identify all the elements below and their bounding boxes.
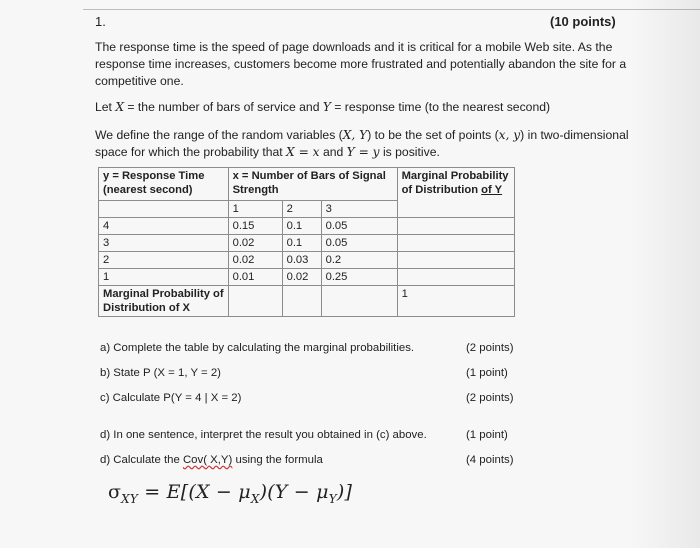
part-d-cov-text: d) Calculate the Cov( X,Y) using the formula	[100, 454, 323, 466]
question-points: (10 points)	[550, 14, 616, 29]
prob-cell: 0.02	[228, 252, 282, 269]
blank-cell	[99, 201, 229, 218]
x-value: 3	[321, 201, 397, 218]
variable-definition: Let X = the number of bars of service and Y = response time (to the nearest second)	[95, 100, 551, 114]
prob-cell: 0.01	[228, 269, 282, 286]
intro-paragraph: The response time is the speed of page downloads and it is critical for a mobile Web site. As the response time increases, customers become more frustrated and potentially abandon the site for a competitive one.	[95, 40, 627, 88]
part-c-text: c) Calculate P(Y = 4 | X = 2)	[100, 392, 242, 404]
range-definition: We define the range of the random variables (X, Y) to be the set of points (x, y) in two-dimensional space for which the probability that X = x and Y = y is positive.	[95, 128, 629, 159]
question-number: 1.	[95, 14, 106, 29]
table-row	[99, 218, 515, 235]
table-row	[99, 235, 515, 252]
joint-probability-table	[98, 167, 515, 317]
marginal-y-cell	[397, 218, 514, 235]
prob-cell: 0.2	[321, 252, 397, 269]
part-d-interpret-points: (1 point)	[466, 429, 508, 441]
marginal-x-cell	[321, 286, 397, 317]
prob-cell: 0.03	[282, 252, 321, 269]
marginal-y-cell	[397, 269, 514, 286]
table-row	[99, 269, 515, 286]
x-value: 2	[282, 201, 321, 218]
part-d-cov-points: (4 points)	[466, 454, 514, 466]
y-value: 2	[99, 252, 229, 269]
part-a-points: (2 points)	[466, 342, 514, 354]
marginal-y-cell	[397, 252, 514, 269]
y-header: y = Response Time (nearest second)	[99, 168, 229, 201]
prob-cell: 0.1	[282, 218, 321, 235]
total-cell: 1	[397, 286, 514, 317]
x-value: 1	[228, 201, 282, 218]
marginal-x-label: Marginal Probability of Distribution of X	[99, 286, 229, 317]
part-c-points: (2 points)	[466, 392, 514, 404]
y-value: 3	[99, 235, 229, 252]
part-b-text: b) State P (X = 1, Y = 2)	[100, 367, 221, 379]
marginal-y-header: Marginal Probability of Distribution of Y	[397, 168, 514, 218]
x-header: x = Number of Bars of Signal Strength	[228, 168, 397, 201]
prob-cell: 0.02	[282, 269, 321, 286]
marginal-y-cell	[397, 235, 514, 252]
top-divider	[83, 9, 700, 10]
y-value: 1	[99, 269, 229, 286]
prob-cell: 0.05	[321, 218, 397, 235]
prob-cell: 0.25	[321, 269, 397, 286]
prob-cell: 0.05	[321, 235, 397, 252]
prob-cell: 0.1	[282, 235, 321, 252]
prob-cell: 0.02	[228, 235, 282, 252]
part-b-points: (1 point)	[466, 367, 508, 379]
y-value: 4	[99, 218, 229, 235]
table-row	[99, 252, 515, 269]
covariance-formula: $\sigma_{XY} = E[(X - \mu_X)(Y - \mu_Y)]$	[108, 481, 353, 506]
part-d-interpret-text: d) In one sentence, interpret the result you obtained in (c) above.	[100, 429, 427, 441]
part-a-text: a) Complete the table by calculating the marginal probabilities.	[100, 342, 415, 354]
page-shadow	[630, 0, 700, 548]
marginal-x-cell	[282, 286, 321, 317]
prob-cell: 0.15	[228, 218, 282, 235]
marginal-x-cell	[228, 286, 282, 317]
